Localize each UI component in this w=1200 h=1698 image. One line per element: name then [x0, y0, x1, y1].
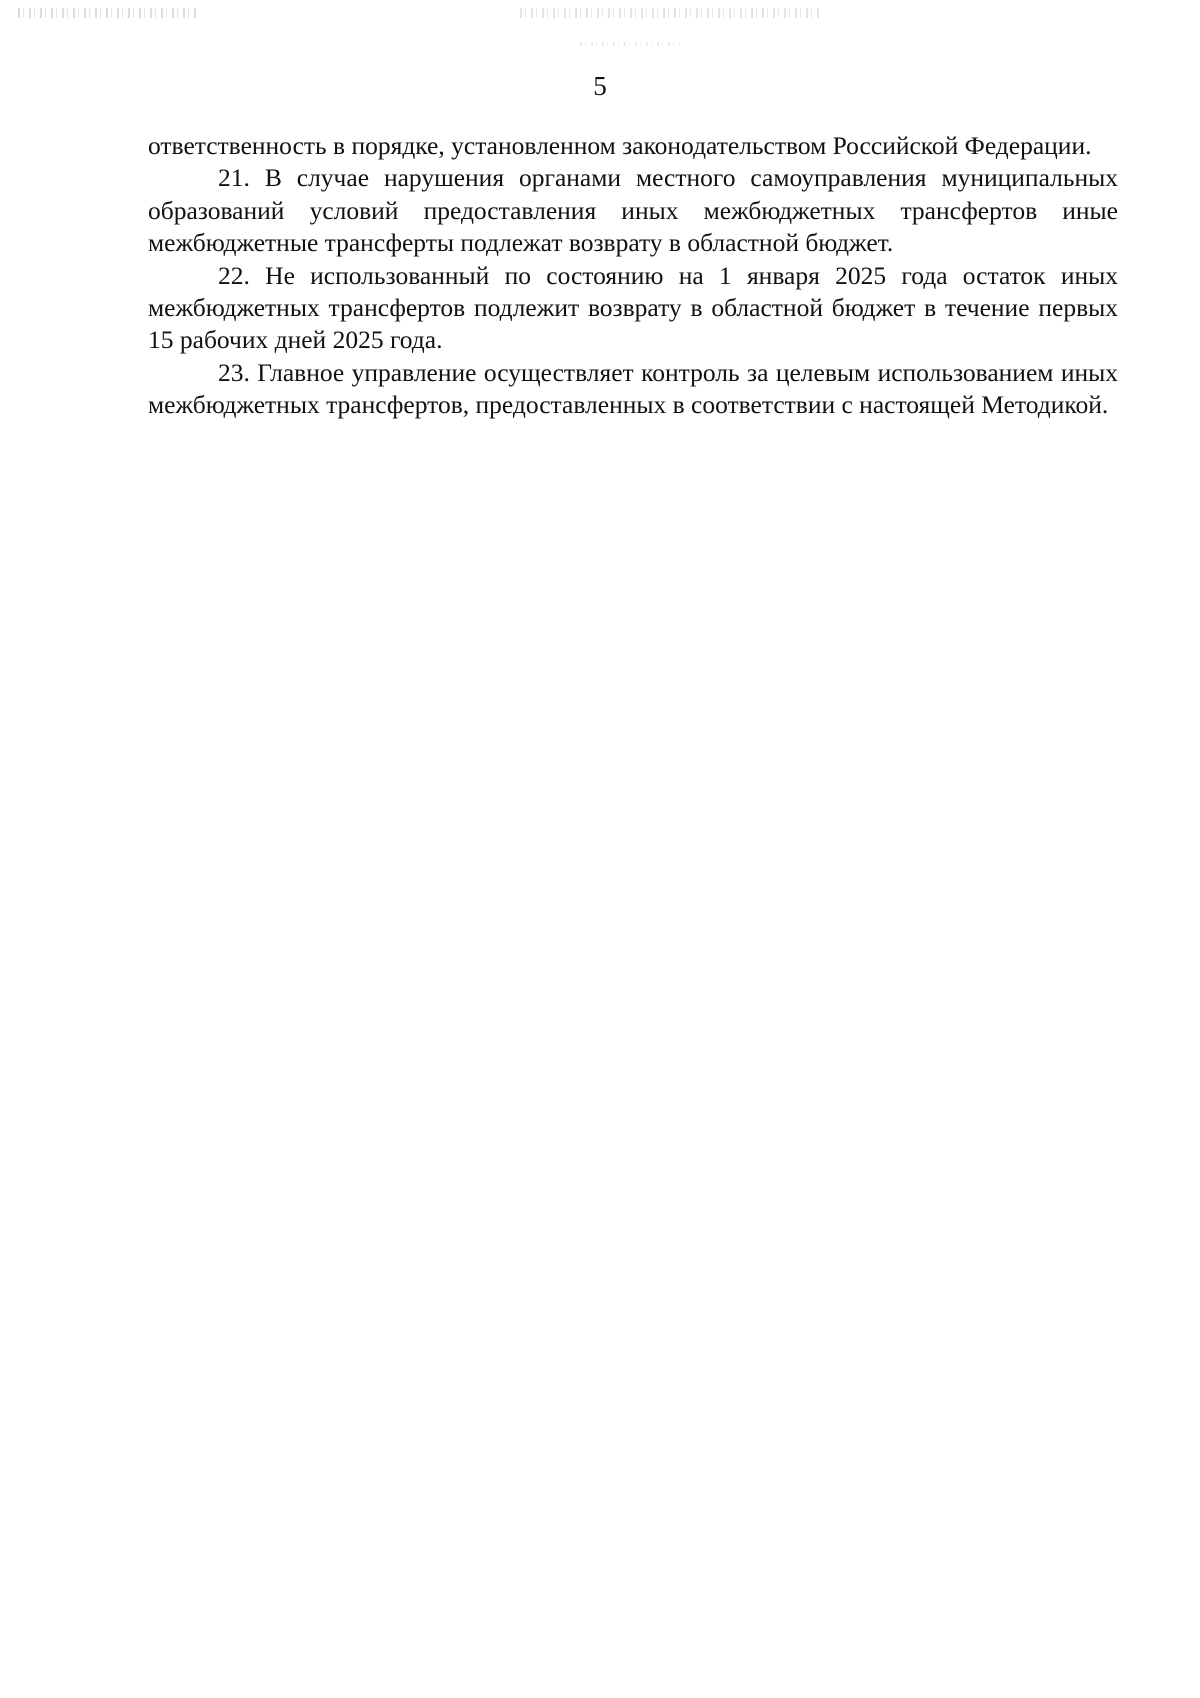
paragraph-continuation: ответственность в порядке, установленном законодательством Российской Федерации.: [148, 131, 1092, 160]
paragraph-21: 21. В случае нарушения органами местного самоуправления муниципальных образований условий предоставления иных межбюджетных трансфертов иные межбюджетные трансферты подлежат возврату в областной бюджет.: [148, 163, 1118, 258]
page-number: 5: [593, 71, 607, 101]
document-body: [148, 130, 1118, 422]
scan-artifact: [18, 8, 198, 18]
scan-artifact: [520, 8, 820, 18]
paragraph-23: 23. Главное управление осуществляет контроль за целевым использованием иных межбюджетных трансфертов, предоставленных в соответствии с настоящей Методикой.: [148, 357, 1118, 420]
paragraph-22: 22. Не использованный по состоянию на 1 января 2025 года остаток иных межбюджетных трансфертов подлежит возврату в областной бюджет в течение первых 15 рабочих дней 2025 года.: [148, 260, 1118, 355]
scan-artifact: [580, 42, 680, 46]
